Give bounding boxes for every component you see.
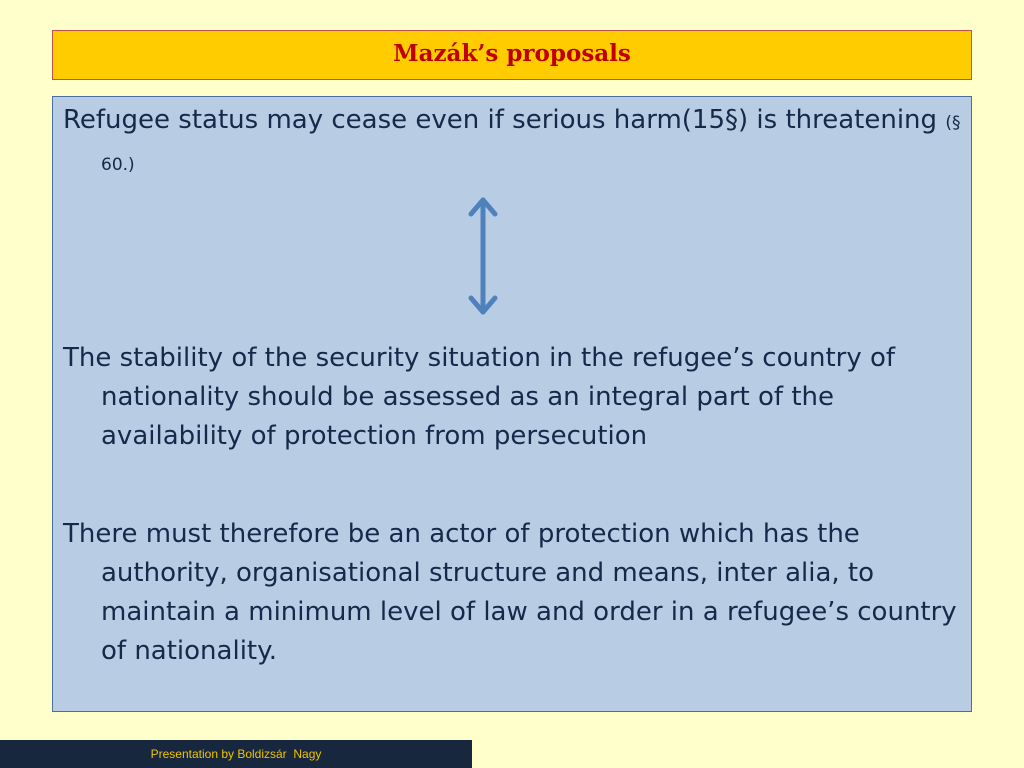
footer-credit: Presentation by Boldizsár Nagy bbox=[150, 747, 322, 761]
paragraph-actor-of-protection: There must therefore be an actor of protection which has the authority, organisational structure and means, inter alia, to maintain a minimum level of law and order in a refugee’s country of nationality. bbox=[63, 519, 957, 666]
double-headed-arrow-icon bbox=[465, 192, 501, 320]
paragraph-security-situation: The stability of the security situation in the refugee’s country of nationality should be assessed as an integral part of the availability of protection from persecution bbox=[63, 343, 896, 451]
content-box bbox=[52, 96, 972, 712]
paragraph-text: Refugee status may cease even if serious harm(15§) is threatening bbox=[63, 105, 946, 135]
footer-bar bbox=[0, 740, 472, 768]
slide-title-bar bbox=[52, 30, 972, 80]
section-reference: (§ 60.) bbox=[101, 113, 961, 175]
slide-title: Mazák’s proposals bbox=[393, 39, 631, 67]
paragraph-refugee-status bbox=[63, 101, 981, 185]
